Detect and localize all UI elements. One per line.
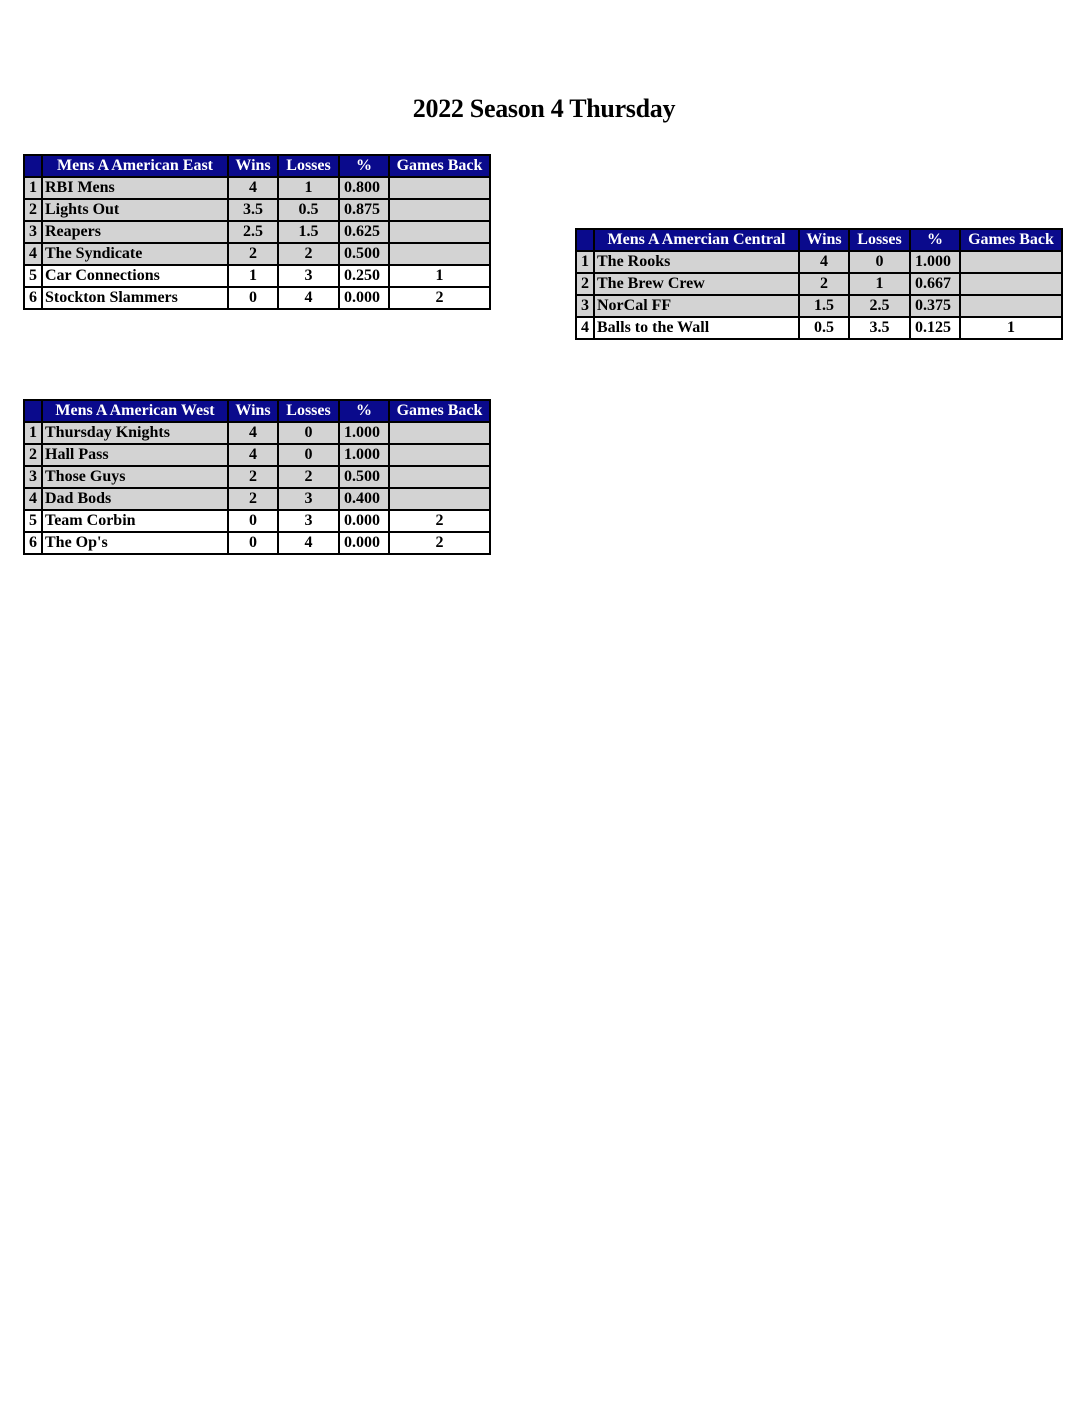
losses-cell: 1	[278, 177, 339, 199]
games-back-cell	[389, 221, 490, 243]
rank-cell: 3	[576, 295, 594, 317]
pct-cell: 0.875	[339, 199, 389, 221]
team-name-cell: Hall Pass	[42, 444, 228, 466]
table-row	[24, 444, 490, 466]
pct-cell: 0.125	[910, 317, 960, 339]
rank-cell: 3	[24, 466, 42, 488]
losses-cell: 2	[278, 243, 339, 265]
team-name-cell: The Brew Crew	[594, 273, 799, 295]
losses-cell: 3	[278, 265, 339, 287]
wins-header: Wins	[799, 229, 849, 251]
games-back-cell	[389, 199, 490, 221]
table-row	[576, 317, 1062, 339]
table-row	[24, 199, 490, 221]
wins-cell: 0	[228, 287, 278, 309]
losses-cell: 0	[278, 422, 339, 444]
games-back-cell	[960, 251, 1062, 273]
team-name-cell: NorCal FF	[594, 295, 799, 317]
wins-cell: 0.5	[799, 317, 849, 339]
rank-cell: 1	[24, 177, 42, 199]
division-name: Mens A American West	[42, 400, 228, 422]
losses-cell: 2.5	[849, 295, 910, 317]
wins-cell: 2	[799, 273, 849, 295]
wins-cell: 2.5	[228, 221, 278, 243]
table-row	[24, 287, 490, 309]
wins-cell: 4	[228, 177, 278, 199]
wins-cell: 4	[799, 251, 849, 273]
table-row	[24, 221, 490, 243]
table-row	[576, 251, 1062, 273]
table-row	[24, 510, 490, 532]
team-name-cell: Team Corbin	[42, 510, 228, 532]
games-back-cell	[389, 177, 490, 199]
wins-cell: 2	[228, 466, 278, 488]
losses-cell: 3	[278, 510, 339, 532]
table-row	[24, 466, 490, 488]
team-name-cell: Reapers	[42, 221, 228, 243]
table-row	[24, 243, 490, 265]
pct-cell: 0.800	[339, 177, 389, 199]
wins-cell: 2	[228, 488, 278, 510]
table-row	[24, 488, 490, 510]
rank-cell: 4	[576, 317, 594, 339]
games-back-cell	[389, 444, 490, 466]
pct-cell: 1.000	[339, 444, 389, 466]
division-name: Mens A American East	[42, 155, 228, 177]
pct-cell: 0.625	[339, 221, 389, 243]
pct-cell: 0.250	[339, 265, 389, 287]
team-name-cell: The Op's	[42, 532, 228, 554]
standings-table-central	[575, 228, 1063, 340]
games-back-cell: 2	[389, 287, 490, 309]
rank-header	[24, 155, 42, 177]
wins-cell: 4	[228, 444, 278, 466]
team-name-cell: Lights Out	[42, 199, 228, 221]
rank-header	[576, 229, 594, 251]
rank-cell: 6	[24, 532, 42, 554]
wins-cell: 1.5	[799, 295, 849, 317]
games-back-cell	[389, 466, 490, 488]
losses-cell: 4	[278, 532, 339, 554]
header-row	[24, 400, 490, 422]
wins-cell: 0	[228, 532, 278, 554]
page-title: 2022 Season 4 Thursday	[412, 94, 676, 123]
table-row	[24, 532, 490, 554]
pct-cell: 0.000	[339, 532, 389, 554]
games-back-cell: 1	[389, 265, 490, 287]
wins-cell: 3.5	[228, 199, 278, 221]
games-back-cell: 2	[389, 532, 490, 554]
team-name-cell: The Syndicate	[42, 243, 228, 265]
rank-cell: 4	[24, 243, 42, 265]
losses-header: Losses	[278, 155, 339, 177]
losses-cell: 0	[278, 444, 339, 466]
pct-cell: 0.000	[339, 510, 389, 532]
losses-cell: 0.5	[278, 199, 339, 221]
pct-cell: 0.375	[910, 295, 960, 317]
pct-cell: 1.000	[339, 422, 389, 444]
wins-cell: 0	[228, 510, 278, 532]
rank-cell: 5	[24, 510, 42, 532]
games-back-cell: 2	[389, 510, 490, 532]
wins-cell: 1	[228, 265, 278, 287]
pct-cell: 0.667	[910, 273, 960, 295]
header-row	[24, 155, 490, 177]
losses-cell: 1.5	[278, 221, 339, 243]
losses-cell: 2	[278, 466, 339, 488]
wins-cell: 4	[228, 422, 278, 444]
header-row	[576, 229, 1062, 251]
rank-cell: 3	[24, 221, 42, 243]
losses-cell: 0	[849, 251, 910, 273]
wins-header: Wins	[228, 155, 278, 177]
wins-cell: 2	[228, 243, 278, 265]
team-name-cell: The Rooks	[594, 251, 799, 273]
games-back-header: Games Back	[960, 229, 1062, 251]
team-name-cell: Dad Bods	[42, 488, 228, 510]
pct-header: %	[339, 400, 389, 422]
games-back-header: Games Back	[389, 400, 490, 422]
division-name: Mens A Amercian Central	[594, 229, 799, 251]
games-back-cell	[960, 295, 1062, 317]
team-name-cell: Those Guys	[42, 466, 228, 488]
games-back-header: Games Back	[389, 155, 490, 177]
rank-cell: 5	[24, 265, 42, 287]
losses-header: Losses	[278, 400, 339, 422]
wins-header: Wins	[228, 400, 278, 422]
table-row	[24, 422, 490, 444]
games-back-cell	[960, 273, 1062, 295]
rank-cell: 1	[24, 422, 42, 444]
rank-cell: 1	[576, 251, 594, 273]
table-row	[576, 273, 1062, 295]
table-row	[24, 265, 490, 287]
rank-cell: 2	[24, 199, 42, 221]
rank-cell: 6	[24, 287, 42, 309]
losses-cell: 1	[849, 273, 910, 295]
table-row	[576, 295, 1062, 317]
rank-cell: 2	[24, 444, 42, 466]
team-name-cell: Thursday Knights	[42, 422, 228, 444]
losses-cell: 3	[278, 488, 339, 510]
team-name-cell: RBI Mens	[42, 177, 228, 199]
team-name-cell: Balls to the Wall	[594, 317, 799, 339]
losses-header: Losses	[849, 229, 910, 251]
pct-cell: 1.000	[910, 251, 960, 273]
team-name-cell: Car Connections	[42, 265, 228, 287]
rank-header	[24, 400, 42, 422]
standings-table-east	[23, 154, 491, 310]
pct-cell: 0.000	[339, 287, 389, 309]
table-row	[24, 177, 490, 199]
losses-cell: 4	[278, 287, 339, 309]
rank-cell: 4	[24, 488, 42, 510]
games-back-cell	[389, 422, 490, 444]
games-back-cell	[389, 243, 490, 265]
pct-header: %	[910, 229, 960, 251]
pct-cell: 0.500	[339, 243, 389, 265]
standings-table-west	[23, 399, 491, 555]
games-back-cell	[389, 488, 490, 510]
pct-header: %	[339, 155, 389, 177]
games-back-cell: 1	[960, 317, 1062, 339]
pct-cell: 0.500	[339, 466, 389, 488]
rank-cell: 2	[576, 273, 594, 295]
team-name-cell: Stockton Slammers	[42, 287, 228, 309]
pct-cell: 0.400	[339, 488, 389, 510]
losses-cell: 3.5	[849, 317, 910, 339]
